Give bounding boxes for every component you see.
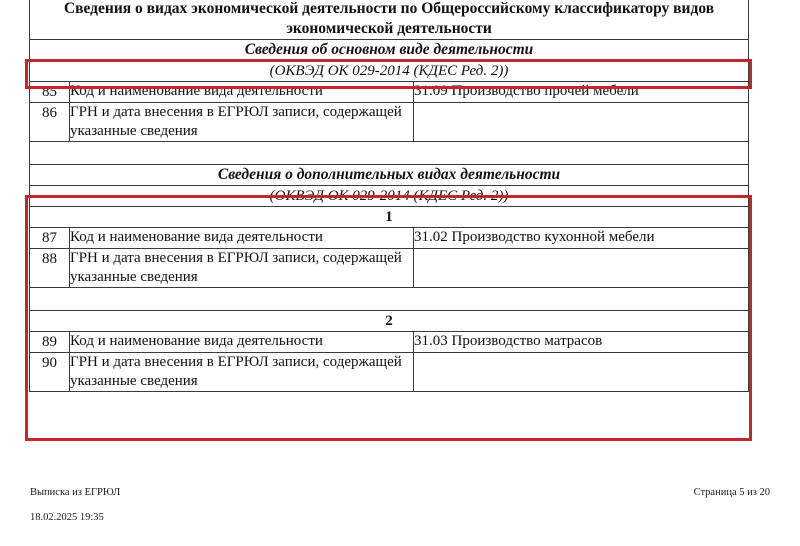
classifier-main-activity: (ОКВЭД ОК 029-2014 (КДЕС Ред. 2)) xyxy=(30,61,749,82)
table-row-main-title xyxy=(30,0,749,40)
row-number: 86 xyxy=(30,103,70,142)
row-number: 85 xyxy=(30,82,70,103)
row-number: 88 xyxy=(30,249,70,288)
row-value xyxy=(414,103,749,142)
table-row-entry-index xyxy=(30,207,749,228)
section-title-main-activity: Сведения об основном виде деятельности xyxy=(30,40,749,61)
table-row-additional-title xyxy=(30,165,749,186)
table-row xyxy=(30,103,749,142)
activities-table xyxy=(29,0,749,392)
table-row-additional-classifier xyxy=(30,186,749,207)
table-row-entry-index xyxy=(30,311,749,332)
table-row-main-activity-classifier xyxy=(30,61,749,82)
footer-generated-at: 18.02.2025 19:35 xyxy=(30,511,104,523)
spacer-cell xyxy=(30,288,749,311)
section-title-additional-activities: Сведения о дополнительных видах деятельности xyxy=(30,165,749,186)
table-row xyxy=(30,353,749,392)
row-label: Код и наименование вида деятельности xyxy=(70,332,414,353)
table-row-spacer xyxy=(30,142,749,165)
row-value: 31.09 Производство прочей мебели xyxy=(414,82,749,103)
footer-source: Выписка из ЕГРЮЛ xyxy=(30,486,121,498)
table-row-main-activity-title xyxy=(30,40,749,61)
entry-index-2: 2 xyxy=(30,311,749,332)
row-number: 87 xyxy=(30,228,70,249)
row-number: 90 xyxy=(30,353,70,392)
row-label: Код и наименование вида деятельности xyxy=(70,82,414,103)
row-value: 31.02 Производство кухонной мебели xyxy=(414,228,749,249)
classifier-additional-activities: (ОКВЭД ОК 029-2014 (КДЕС Ред. 2)) xyxy=(30,186,749,207)
table-row xyxy=(30,228,749,249)
footer-source-block xyxy=(30,474,120,537)
row-label: Код и наименование вида деятельности xyxy=(70,228,414,249)
table-row xyxy=(30,332,749,353)
table-row xyxy=(30,249,749,288)
entry-index-1: 1 xyxy=(30,207,749,228)
row-value: 31.03 Производство матрасов xyxy=(414,332,749,353)
row-label: ГРН и дата внесения в ЕГРЮЛ записи, содержащей указанные сведения xyxy=(70,353,414,392)
row-value xyxy=(414,353,749,392)
table-row-spacer xyxy=(30,288,749,311)
row-label: ГРН и дата внесения в ЕГРЮЛ записи, содержащей указанные сведения xyxy=(70,249,414,288)
spacer-cell xyxy=(30,142,749,165)
footer-page-number: Страница 5 из 20 xyxy=(693,487,770,498)
row-number: 89 xyxy=(30,332,70,353)
page-title: Сведения о видах экономической деятельности по Общероссийскому классификатору видов экономической деятельности xyxy=(30,0,749,40)
row-label: ГРН и дата внесения в ЕГРЮЛ записи, содержащей указанные сведения xyxy=(70,103,414,142)
row-value xyxy=(414,249,749,288)
table-row xyxy=(30,82,749,103)
